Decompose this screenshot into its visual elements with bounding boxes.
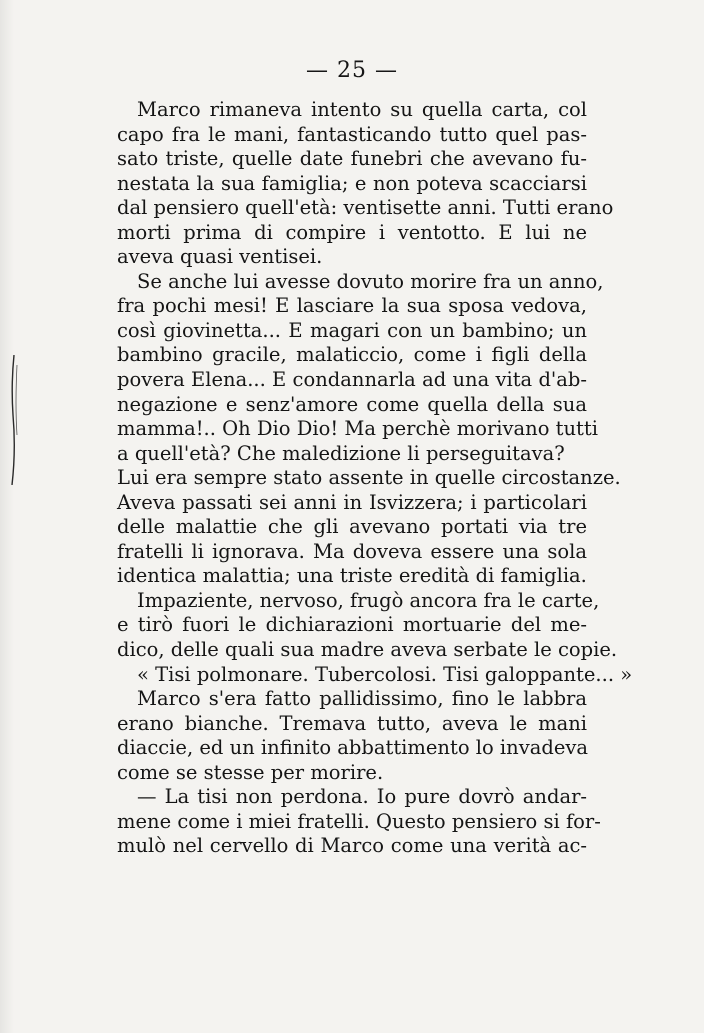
text-line: erano bianche. Tremava tutto, aveva le mani [117,711,587,735]
text-line: delle malattie che gli avevano portati via tre [117,515,587,539]
text-line: mamma!.. Oh Dio Dio! Ma perchè morivano tutti [117,417,598,441]
text-line: Aveva passati sei anni in Isvizzera; i particolari [117,490,587,514]
text-line: negazione e senz'amore come quella della sua [117,392,587,416]
text-line: fra pochi mesi! E lasciare la sua sposa vedova, [117,294,587,318]
text-line: Se anche lui avesse dovuto morire fra un anno, [137,269,604,293]
text-line: Marco s'era fatto pallidissimo, fino le labbra [137,687,587,711]
text-line: morti prima di compire i ventotto. E lui ne [117,220,587,244]
text-line: identica malattia; una triste eredità di famiglia. [117,564,587,588]
text-line: e tirò fuori le dichiarazioni mortuarie del me- [117,613,587,637]
text-line: così giovinetta... E magari con un bambino; un [117,318,587,342]
text-line: dal pensiero quell'età: ventisette anni. Tutti erano [117,196,614,220]
text-line: nestata la sua famiglia; e non poteva scacciarsi [117,171,587,195]
text-line: bambino gracile, malaticcio, come i figli della [117,343,587,367]
page-number: — 25 — [306,58,398,83]
text-line: diaccie, ed un infinito abbattimento lo invadeva [117,736,589,760]
text-line: sato triste, quelle date funebri che avevano fu- [117,147,587,171]
text-line: Impaziente, nervoso, frugò ancora fra le carte, [137,588,600,612]
text-line: Marco rimaneva intento su quella carta, col [137,98,587,121]
text-line: Lui era sempre stato assente in quelle circostanze. [117,466,621,490]
binding-mark [8,355,20,485]
text-line: dico, delle quali sua madre aveva serbate le copie. [117,638,618,662]
page-edge-shadow [0,0,14,1033]
text-line: — La tisi non perdona. Io pure dovrò andar- [137,785,587,809]
text-line: mene come i miei fratelli. Questo pensiero si for- [117,809,601,833]
text-line: aveva quasi ventisei. [117,245,323,269]
text-line: capo fra le mani, fantasticando tutto quel pas- [117,122,587,146]
text-line: a quell'età? Che maledizione li perseguitava? [117,441,565,465]
text-line: mulò nel cervello di Marco come una verità ac- [117,834,587,858]
text-line: povera Elena... E condannarla ad una vita d'ab- [117,368,587,392]
text-line: fratelli li ignorava. Ma doveva essere una sola [117,539,587,563]
body-text [117,98,633,859]
text-line: come se stesse per morire. [117,760,384,784]
text-line: « Tisi polmonare. Tubercolosi. Tisi galoppante... » [137,662,633,686]
